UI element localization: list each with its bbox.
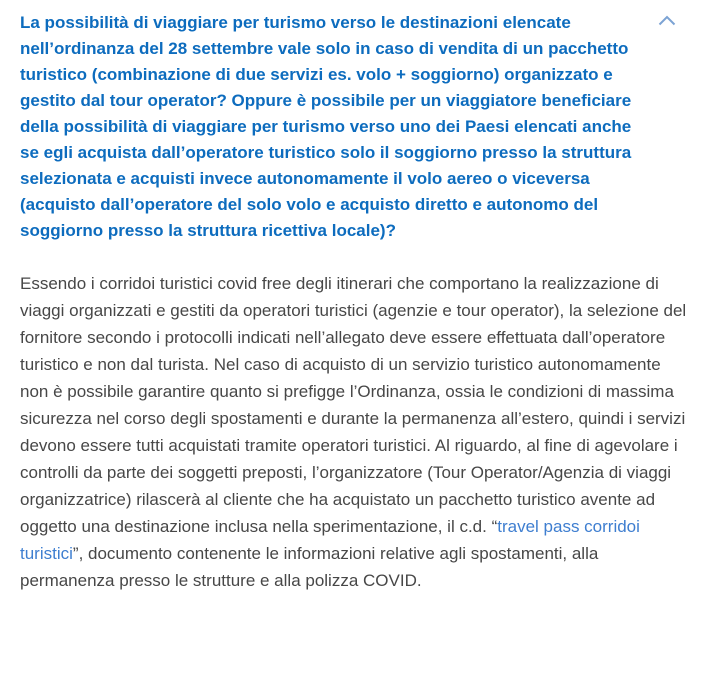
faq-question[interactable]: La possibilità di viaggiare per turismo verso le destinazioni elencate nell’ordinanza del 28 settembre vale solo in caso di vendita di un pacchetto turistico (combinazione di due servizi es. volo + soggiorno) organizzato e gestito dal tour operator? Oppure è possibile per un viaggiatore beneficiare della possibilità di viaggiare per turismo verso uno dei Paesi elencati anche se egli acquista dall’operatore turistico solo il soggiorno presso la struttura selezionata e acquisti invece autonomamente il volo aereo o viceversa (acquisto dall’operatore del solo volo e acquisto diretto e autonomo del soggiorno presso la struttura ricettiva locale)?: [20, 13, 632, 240]
answer-text-part1: Essendo i corridoi turistici covid free degli itinerari che comportano la realizzazione di viaggi organizzati e gestiti da operatori turistici (agenzie e tour operator), la selezione del fornitore secondo i protocolli indicati nell’allegato deve essere effettuata dall’operatore turistico e non dal turista. Nel caso di acquisto di un servizio turistico autonomamente non è possibile garantire quanto si prefigge l’Ordinanza, ossia le condizioni di massima sicurezza nel corso degli spostamenti e durante la permanenza all’estero, quindi i servizi devono essere tutti acquistati tramite operatori turistici. Al riguardo, al fine di agevolare i controlli da parte dei soggetti preposti, l’organizzatore (Tour Operator/Agenzia di viaggi organizzatrice) rilascerà al cliente che ha acquistato un pacchetto turistico avente ad oggetto una destinazione inclusa nella sperimentazione, il c.d. “: [20, 274, 687, 536]
answer-text-part2: ”, documento contenente le informazioni relative agli spostamenti, alla permanenza presso le strutture e alla polizza COVID.: [20, 544, 599, 590]
travel-pass-link[interactable]: travel pass corridoi turistici: [20, 517, 640, 563]
chevron-up-icon: [658, 15, 676, 26]
faq-answer: [20, 270, 688, 594]
accordion-collapse-button[interactable]: [656, 12, 678, 28]
